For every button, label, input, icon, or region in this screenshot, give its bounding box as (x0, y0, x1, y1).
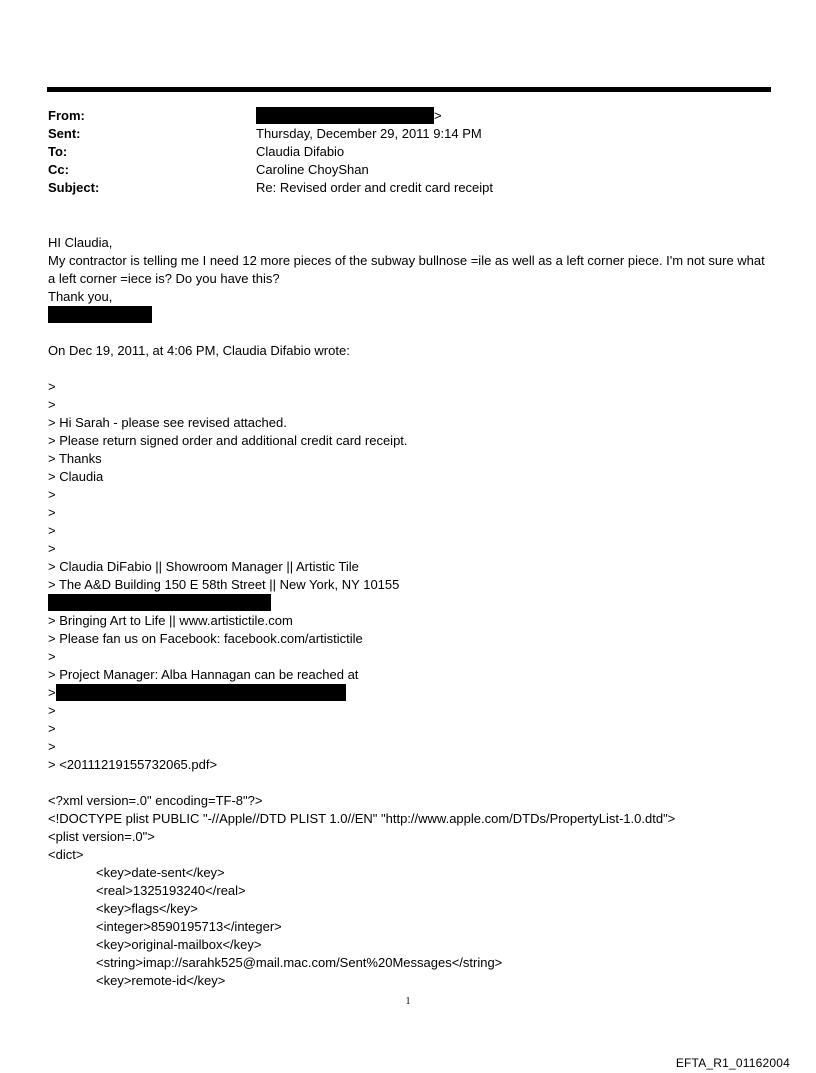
to-label: To: (48, 144, 68, 159)
redaction-block (48, 594, 271, 611)
message-body (48, 234, 768, 990)
from-label: From: (48, 108, 85, 123)
plist-line: <key>original-mailbox</key> (96, 937, 262, 952)
sent-value: Thursday, December 29, 2011 9:14 PM (256, 126, 482, 141)
quote-line: > Claudia (48, 469, 104, 484)
plist-line: <dict> (48, 847, 84, 862)
sent-label: Sent: (48, 126, 81, 141)
quote-line: > (48, 379, 56, 394)
quote-line: > Thanks (48, 451, 102, 466)
quote-attachment: > <20111219155732065.pdf> (48, 757, 218, 772)
quote-line: > (48, 505, 56, 520)
subject-label: Subject: (48, 180, 100, 195)
subject-value: Re: Revised order and credit card receipt (256, 180, 494, 195)
greeting: HI Claudia, (48, 235, 113, 250)
document-id: EFTA_R1_01162004 (675, 1056, 790, 1070)
plist-line: <key>remote-id</key> (96, 973, 226, 988)
quote-line: > Hi Sarah - please see revised attached. (48, 415, 287, 430)
quote-line (48, 594, 768, 612)
message-paragraph: My contractor is telling me I need 12 more pieces of the subway bullnose =ile as well as a left corner piece. I'm not sure what a left corner =iece is? Do you have this? (48, 253, 765, 286)
from-value (256, 107, 442, 125)
quote-line: > (48, 487, 56, 502)
quote-line: > (48, 721, 56, 736)
quote-line: > Please return signed order and additional credit card receipt. (48, 433, 408, 448)
quote-line: > Bringing Art to Life || www.artistictile.com (48, 613, 293, 628)
plist-line: <plist version=.0"> (48, 829, 155, 844)
quote-line: > Please fan us on Facebook: facebook.com/artistictile (48, 631, 363, 646)
quote-line: > The A&D Building 150 E 58th Street || New York, NY 10155 (48, 577, 400, 592)
header-divider-rule (47, 87, 771, 92)
plist-line: <key>date-sent</key> (96, 865, 225, 880)
quote-line: > Claudia DiFabio || Showroom Manager || Artistic Tile (48, 559, 359, 574)
page-number: 1 (405, 996, 411, 1007)
quote-line: > (48, 541, 56, 556)
quote-line: > (48, 523, 56, 538)
redaction-block (48, 306, 152, 323)
plist-line: <real>1325193240</real> (96, 883, 246, 898)
quote-line: > Project Manager: Alba Hannagan can be reached at (48, 667, 359, 682)
cc-value: Caroline ChoyShan (256, 162, 369, 177)
closing: Thank you, (48, 289, 113, 304)
redaction-block (56, 684, 346, 701)
plist-line: <string>imap://sarahk525@mail.mac.com/Sent%20Messages</string> (96, 955, 503, 970)
plist-line: <integer>8590195713</integer> (96, 919, 282, 934)
quote-intro: On Dec 19, 2011, at 4:06 PM, Claudia Difabio wrote: (48, 343, 350, 358)
signature-line (48, 306, 768, 324)
cc-label: Cc: (48, 162, 69, 177)
redaction-block (256, 107, 434, 124)
quote-line: > (48, 703, 56, 718)
quote-line: > (48, 397, 56, 412)
quote-line: > (48, 684, 768, 702)
to-value: Claudia Difabio (256, 144, 345, 159)
quote-line: > (48, 649, 56, 664)
plist-line: <?xml version=.0" encoding=TF-8"?> (48, 793, 263, 808)
plist-line: <key>flags</key> (96, 901, 198, 916)
from-value-suffix: > (434, 108, 442, 123)
plist-line: <!DOCTYPE plist PUBLIC "-//Apple//DTD PLIST 1.0//EN" "http://www.apple.com/DTDs/PropertyList-1.0.dtd"> (48, 811, 676, 826)
quote-line: > (48, 739, 56, 754)
